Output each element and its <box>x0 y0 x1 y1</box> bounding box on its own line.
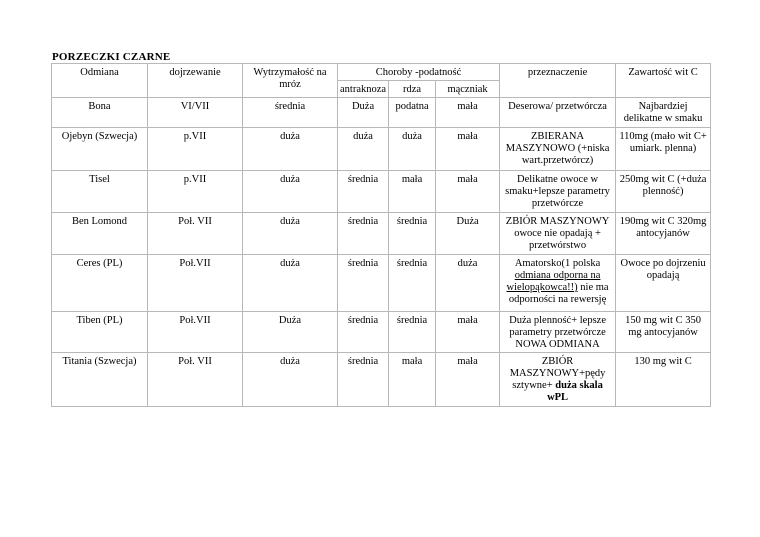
przeznaczenie-text: ZBIÓR MASZYNOWY+pędy sztywne+ <box>509 356 606 391</box>
cell-odmiana: Tisel <box>52 171 148 213</box>
cell-dojrzewanie: Poł. VII <box>148 213 243 255</box>
cell-dojrzewanie: Poł.VII <box>148 255 243 312</box>
cell-maczniak: mała <box>436 312 500 353</box>
header-witc: Zawartość wit C <box>616 64 711 98</box>
cell-wytrzymalosc: Duża <box>243 312 338 353</box>
cell-rdza: podatna <box>389 98 436 128</box>
cell-antraknoza: średnia <box>338 213 389 255</box>
cell-przeznaczenie: ZBIÓR MASZYNOWY owoce nie opadają + przetwórstwo <box>500 213 616 255</box>
cell-przeznaczenie: Duża plenność+ lepsze parametry przetwórcze NOWA ODMIANA <box>500 312 616 353</box>
table-row <box>52 98 711 128</box>
cell-rdza: średnia <box>389 312 436 353</box>
cell-antraknoza: średnia <box>338 255 389 312</box>
cell-maczniak: duża <box>436 255 500 312</box>
table-row <box>52 312 711 353</box>
cell-odmiana: Ceres (PL) <box>52 255 148 312</box>
header-odmiana: Odmiana <box>52 64 148 98</box>
cell-rdza: średnia <box>389 213 436 255</box>
cell-odmiana: Ojebyn (Szwecja) <box>52 128 148 171</box>
cell-przeznaczenie: Deserowa/ przetwórcza <box>500 98 616 128</box>
cell-dojrzewanie: VI/VII <box>148 98 243 128</box>
cell-witc: 110mg (mało wit C+ umiark. plenna) <box>616 128 711 171</box>
header-row <box>52 64 711 81</box>
cell-przeznaczenie: Delikatne owoce w smaku+lepsze parametry przetwórcze <box>500 171 616 213</box>
cell-wytrzymalosc: średnia <box>243 98 338 128</box>
cell-antraknoza: duża <box>338 128 389 171</box>
cell-antraknoza: średnia <box>338 312 389 353</box>
cell-wytrzymalosc: duża <box>243 128 338 171</box>
cell-przeznaczenie <box>500 353 616 407</box>
header-antraknoza: antraknoza <box>338 81 389 98</box>
cell-odmiana: Ben Lomond <box>52 213 148 255</box>
cell-witc: 250mg wit C (+duża plenność) <box>616 171 711 213</box>
przeznaczenie-text: Amatorsko(1 polska <box>514 258 601 269</box>
cell-dojrzewanie: Poł. VII <box>148 353 243 407</box>
cell-dojrzewanie: Poł.VII <box>148 312 243 353</box>
cell-witc: 190mg wit C 320mg antocyjanów <box>616 213 711 255</box>
cell-witc: 130 mg wit C <box>616 353 711 407</box>
cell-maczniak: mała <box>436 353 500 407</box>
table-row <box>52 171 711 213</box>
cell-witc: Owoce po dojrzeniu opadają <box>616 255 711 312</box>
cell-wytrzymalosc: duża <box>243 255 338 312</box>
cell-wytrzymalosc: duża <box>243 213 338 255</box>
cell-dojrzewanie: p.VII <box>148 171 243 213</box>
cell-odmiana: Bona <box>52 98 148 128</box>
table-row <box>52 213 711 255</box>
cell-wytrzymalosc: duża <box>243 353 338 407</box>
cell-witc: Najbardziej delikatne w smaku <box>616 98 711 128</box>
cell-rdza: mała <box>389 353 436 407</box>
table-row <box>52 353 711 407</box>
przeznaczenie-text: nie ma odporności na rewersję <box>508 282 609 305</box>
cell-maczniak: mała <box>436 171 500 213</box>
cell-wytrzymalosc: duża <box>243 171 338 213</box>
header-choroby: Choroby -podatność <box>338 64 500 81</box>
table-row <box>52 128 711 171</box>
cell-maczniak: mała <box>436 98 500 128</box>
cell-rdza: duża <box>389 128 436 171</box>
header-rdza: rdza <box>389 81 436 98</box>
table-row <box>52 255 711 312</box>
cell-dojrzewanie: p.VII <box>148 128 243 171</box>
header-przeznaczenie: przeznaczenie <box>500 64 616 98</box>
cell-maczniak: mała <box>436 128 500 171</box>
cell-odmiana: Titania (Szwecja) <box>52 353 148 407</box>
document-title: PORZECZKI CZARNE <box>52 51 171 63</box>
header-dojrzewanie: dojrzewanie <box>148 64 243 98</box>
cell-antraknoza: Duża <box>338 98 389 128</box>
cell-przeznaczenie <box>500 255 616 312</box>
cell-odmiana: Tiben (PL) <box>52 312 148 353</box>
cell-maczniak: Duża <box>436 213 500 255</box>
cell-witc: 150 mg wit C 350 mg antocyjanów <box>616 312 711 353</box>
przeznaczenie-bold-text: duża skala wPL <box>547 380 603 403</box>
cell-rdza: średnia <box>389 255 436 312</box>
cell-antraknoza: średnia <box>338 353 389 407</box>
cell-przeznaczenie: ZBIERANA MASZYNOWO (+niska wart.przetwórcz) <box>500 128 616 171</box>
cell-antraknoza: średnia <box>338 171 389 213</box>
header-wytrzymalosc: Wytrzymałość na mróz <box>243 64 338 98</box>
currant-varieties-table <box>51 63 711 407</box>
header-maczniak: mączniak <box>436 81 500 98</box>
przeznaczenie-underlined-text: odmiana odporna na wielopąkowca!!) <box>506 270 601 293</box>
cell-rdza: mała <box>389 171 436 213</box>
